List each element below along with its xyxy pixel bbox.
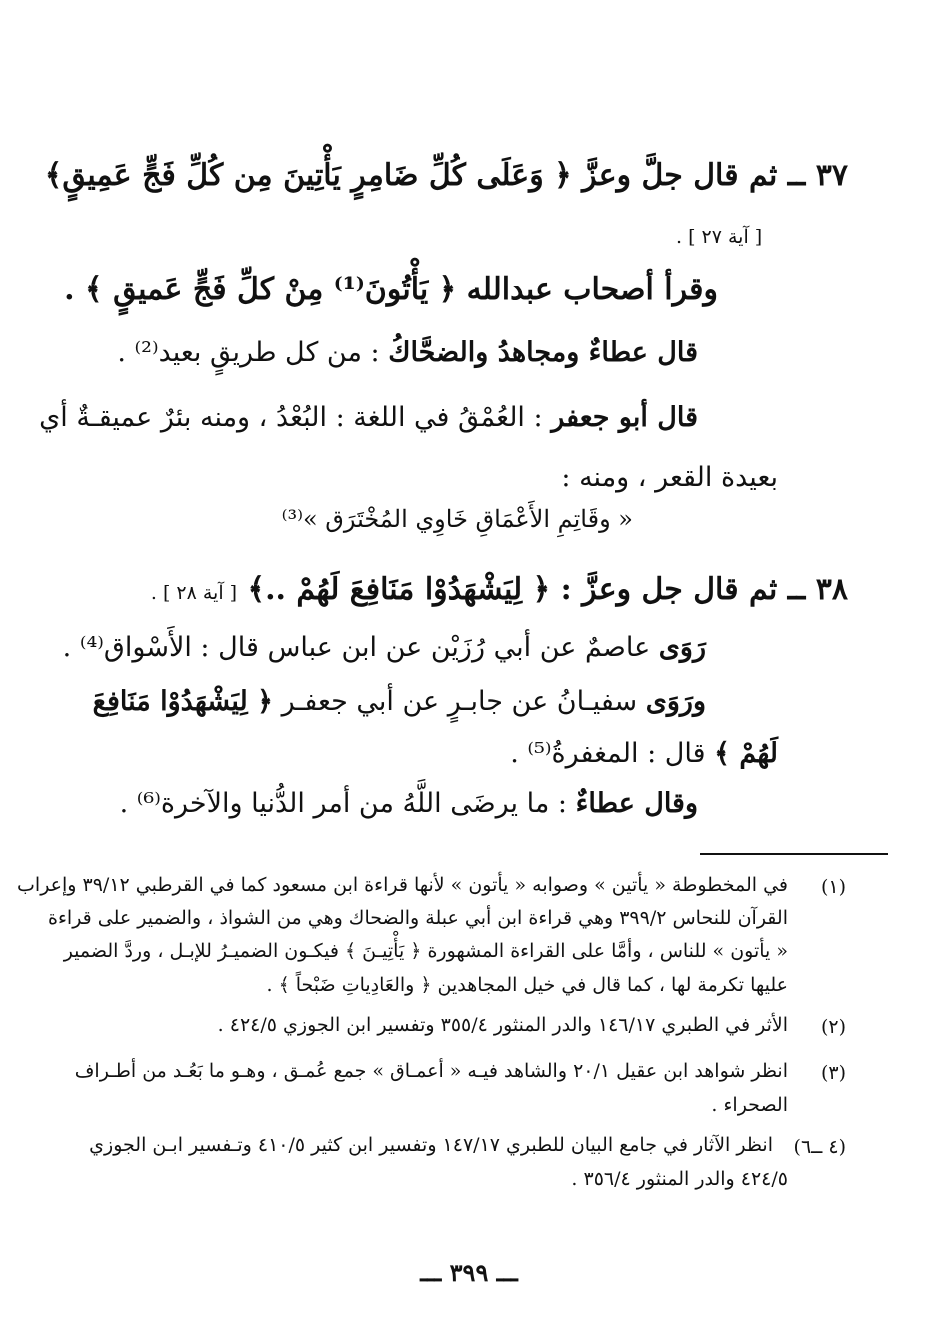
verse-37-reading: وقرأ أصحاب عبدالله ﴿ يَأْتُونَ⁽¹⁾ مِنْ كلِّ فَجٍّ عَميقٍ ﴾ . [64,272,718,307]
abujafar-line [39,402,698,433]
verse-37-heading: ٣٧ ــ ثم قال جلَّ وعزَّ ﴿ وَعَلَى كُلِّ ضَامِرٍ يَأْتِينَ مِن كُلِّ فَجٍّ عَمِيقٍ﴾ [44,158,848,193]
verse-37-ref: [ آية ٢٧ ] . [676,226,763,248]
poem-verse: « وقَاتِمِ الأَعْمَاقِ خَاوِي المُخْتَرَق »⁽³⁾ [281,505,633,533]
rawa2-cont-text: قال : المغفرةُ⁽⁵⁾ . [510,738,706,769]
footnote-2-line-1: الأثر في الطبري ١٤٦/١٧ والدر المنثور ٣٥٥/٤ وتفسير ابن الجوزي ٤٢٤/٥ . [217,1014,788,1036]
verse-38-heading [151,572,848,607]
rawa2-line [93,686,706,717]
ata-label: قال عطاءٌ ومجاهدُ والضحَّاكُ [388,337,698,368]
verse-38-text: ٣٨ ــ ثم قال جل وعزَّ : ﴿ لِيَشْهَدُوْا مَنَافِعَ لَهُمْ ..﴾ [247,572,848,607]
footnote-3-number: (٣) [820,1062,846,1084]
ata-text: : من كل طريقٍ بعيد⁽²⁾ . [117,337,380,368]
rawa2-label: ورَوَى [645,686,706,717]
footnote-1-line-3: « يأتون » للناس ، وأمَّا على القراءة المشهورة ﴿ يَأْتِيـنَ ﴾ فيكـون الضميـرُ للإبـل ، وردَّ الضمير [63,940,788,962]
rawa2-quote: ﴿ لِيَشْهَدُوْا مَنَافِعَ [92,686,273,717]
rawa2-cont-quote: لَهُمْ ﴾ [714,738,778,769]
ata-line [117,337,698,368]
footnote-rule [700,853,888,855]
rawa2-text: سفيـانُ عن جابـرٍ عن أبي جعفـر [281,686,638,717]
abujafar-text: : العُمْقُ في اللغة : البُعْدُ ، ومنه بئرٌ عميقـةٌ أي [39,402,543,433]
rawa1-line [63,632,706,663]
footnote-1-number: (١) [820,876,846,898]
abujafar-cont: بعيدة القعر ، ومنه : [561,462,778,493]
footnote-4-6-number: (٤ ــ٦) [793,1136,846,1158]
footnote-4-6-line-1: انظر الآثار في جامع البيان للطبري ١٤٧/١٧ وتفسير ابن كثير ٤١٠/٥ وتـفسير ابـن الجوزي [89,1134,773,1156]
rawa1-text: عاصمٌ عن أبي رُزَيْن عن ابن عباس قال : الأَسْواق⁽⁴⁾ . [62,632,651,663]
footnote-3-line-1: انظر شواهد ابن عقيل ٢٠/١ والشاهد فيـه « أعمـاق » جمع عُمـق ، وهـو ما بَعُـد من أطـراف [74,1060,788,1082]
footnote-1-line-2: القرآن للنحاس ٣٩٩/٢ وهي قراءة ابن أبي عبلة والضحاك وهي من الشواذ ، والضمير على قراءة [48,907,788,929]
footnote-2-number: (٢) [820,1016,846,1038]
ata2-label: وقال عطاءٌ [575,788,698,819]
ata2-line [120,788,698,819]
ata2-text: : ما يرضَى اللَّهُ من أمر الدُّنيا والآخرة⁽⁶⁾ . [119,788,568,819]
rawa1-label: رَوَى [658,632,706,663]
verse-38-ref: [ آية ٢٨ ] . [150,582,238,604]
footnote-3-line-2: الصحراء . [711,1094,788,1116]
rawa2-cont [510,738,778,769]
footnote-1-line-1: في المخطوطة « يأتين » وصوابه « يأتون » لأنها قراءة ابن مسعود كما في القرطبي ٣٩/١٢ وإعراب [17,874,788,896]
footnote-4-6-line-2: ٤٢٤/٥ والدر المنثور ٣٥٦/٤ . [571,1168,788,1190]
abujafar-label: قال أبو جعفر [551,402,698,433]
page-number: ـــ ٣٩٩ ـــ [420,1258,518,1287]
footnote-1-line-4: عليها تكرمة لها ، كما قال في خيل المجاهدين ﴿ والعَادِياتِ ضَبْحاً ﴾ . [266,974,788,996]
